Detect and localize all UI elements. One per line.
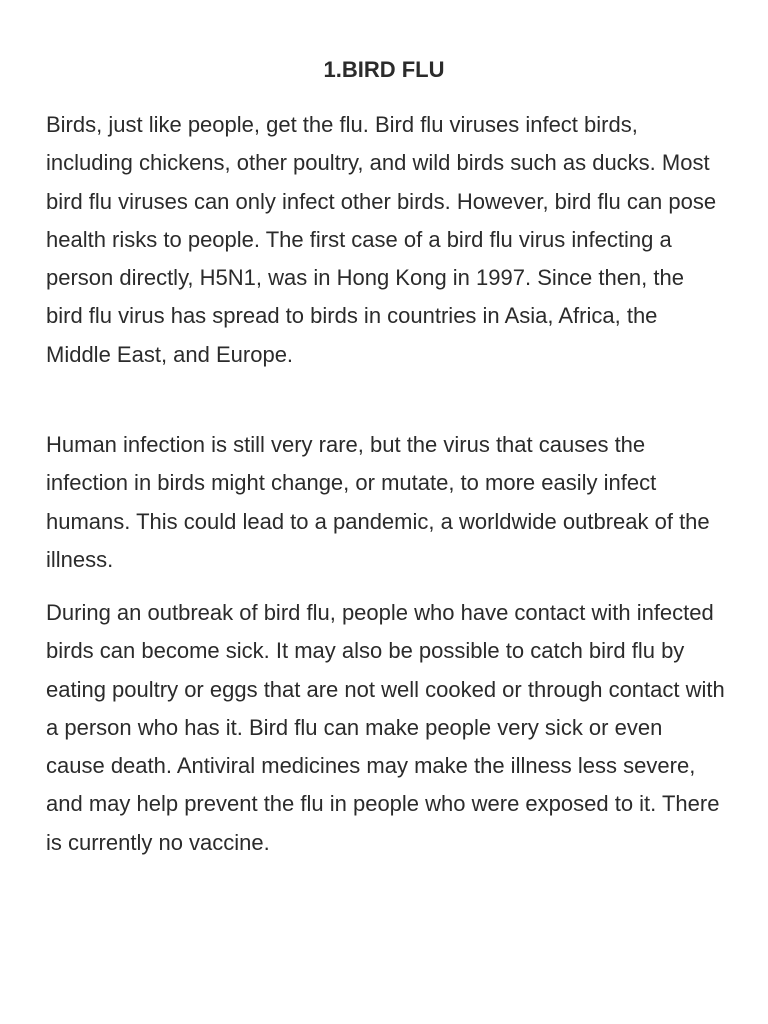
document-title: 1.BIRD FLU [323,57,445,82]
paragraph-intro: Birds, just like people, get the flu. Bird flu viruses infect birds, including chickens, other poultry, and wild birds such as ducks. Most bird flu viruses can only infect other birds. However, bird flu can pose health risks to people. The first case of a bird flu virus infecting a person directly, H5N1, was in Hong Kong in 1997. Since then, the bird flu virus has spread to birds in countries in Asia, Africa, the Middle East, and Europe. [46,112,717,367]
paragraph-human-infection: Human infection is still very rare, but the virus that causes the infection in birds might change, or mutate, to more easily infect humans. This could lead to a pandemic, a worldwide outbreak of the illness. [46,432,710,572]
paragraph-outbreak: During an outbreak of bird flu, people who have contact with infected birds can become sick. It may also be possible to catch bird flu by eating poultry or eggs that are not well cooked or through contact with a person who has it. Bird flu can make people very sick or even cause death. Antiviral medicines may make the illness less severe, and may help prevent the flu in people who were exposed to it. There is currently no vaccine. [46,600,725,855]
